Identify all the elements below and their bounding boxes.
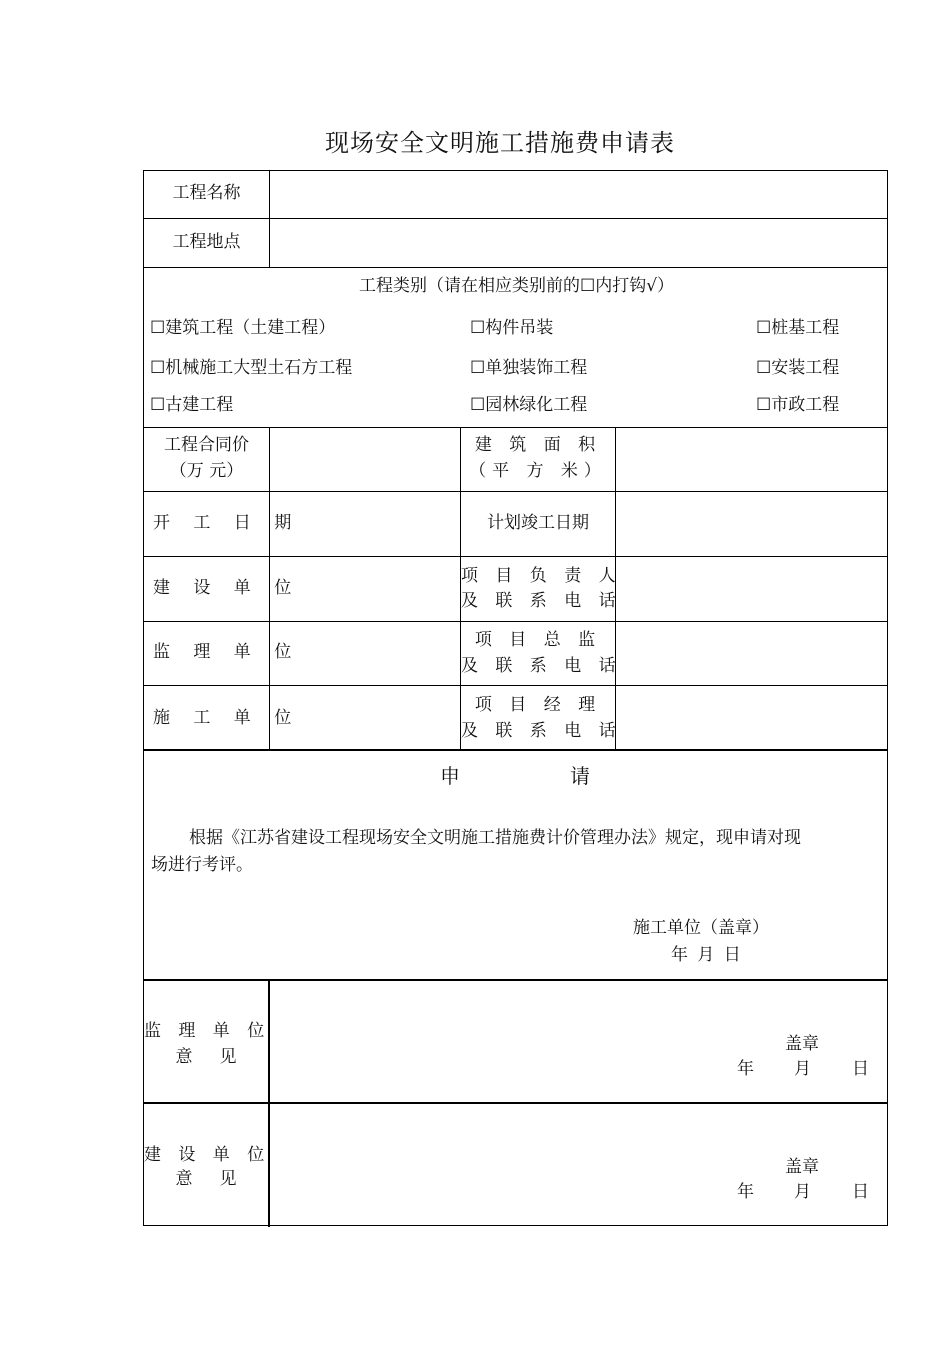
- application-signer: 施工单位（盖章）: [633, 918, 769, 938]
- row-divider: [144, 979, 887, 981]
- category-header: 工程类别（请在相应类别前的☐内打钩√）: [358, 276, 675, 296]
- row-divider: [144, 218, 887, 219]
- supervision-opinion-label: 监 理 单 位: [144, 1021, 271, 1041]
- col-divider: [615, 427, 616, 749]
- chief-supervisor-label: 项 目 总 监: [474, 630, 602, 650]
- application-form-table: [143, 170, 888, 1226]
- application-body-line2: 场进行考评。: [151, 855, 253, 875]
- category-option[interactable]: ☐机械施工大型土石方工程: [150, 358, 353, 378]
- category-option[interactable]: ☐建筑工程（土建工程）: [150, 318, 336, 338]
- construction-unit-label: 施 工 单 位: [153, 708, 301, 728]
- application-heading-right: 请: [570, 764, 590, 788]
- row-divider: [144, 427, 887, 428]
- page-title: 现场安全文明施工措施费申请表: [325, 129, 675, 157]
- project-manager-label: 项 目 经 理: [474, 695, 602, 715]
- project-leader-contact-label: 及 联 系 电 话: [461, 591, 622, 611]
- application-date: 年 月 日: [671, 945, 741, 965]
- owner-unit-label: 建 设 单 位: [153, 578, 301, 598]
- building-area-label: 建 筑 面 积: [474, 435, 602, 455]
- supervision-day: 日: [852, 1059, 869, 1079]
- category-option[interactable]: ☐单独装饰工程: [470, 358, 588, 378]
- category-option[interactable]: ☐古建工程: [150, 395, 234, 415]
- owner-month: 月: [794, 1182, 811, 1202]
- category-option[interactable]: ☐安装工程: [756, 358, 840, 378]
- row-divider: [144, 267, 887, 268]
- owner-opinion-label: 意 见: [175, 1169, 237, 1189]
- application-heading-left: 申: [440, 764, 460, 788]
- row-divider: [144, 749, 887, 751]
- owner-year: 年: [737, 1182, 754, 1202]
- col-divider: [268, 979, 270, 1227]
- row-divider: [144, 621, 887, 622]
- row-divider: [144, 556, 887, 557]
- category-option[interactable]: ☐市政工程: [756, 395, 840, 415]
- contract-price-label: 工程合同价: [164, 435, 249, 455]
- supervision-month: 月: [794, 1059, 811, 1079]
- application-body-line1: 根据《江苏省建设工程现场安全文明施工措施费计价管理办法》规定，现申请对现: [189, 828, 801, 848]
- contract-unit-label: （万 元）: [169, 461, 244, 481]
- supervision-year: 年: [737, 1059, 754, 1079]
- supervision-stamp: 盖章: [785, 1034, 819, 1054]
- row-divider: [144, 1102, 887, 1104]
- project-leader-label: 项 目 负 责 人: [461, 566, 622, 586]
- owner-day: 日: [852, 1182, 869, 1202]
- row-divider: [144, 685, 887, 686]
- supervision-unit-label: 监 理 单 位: [153, 642, 301, 662]
- area-unit-label: （平 方 米）: [469, 461, 607, 481]
- project-name-label: 工程名称: [172, 183, 241, 203]
- col-divider: [269, 171, 270, 267]
- planned-completion-label: 计划竣工日期: [487, 513, 589, 533]
- start-date-label: 开 工 日 期: [153, 513, 301, 533]
- category-option[interactable]: ☐构件吊装: [470, 318, 554, 338]
- row-divider: [144, 491, 887, 492]
- category-option[interactable]: ☐桩基工程: [756, 318, 840, 338]
- project-manager-contact-label: 及 联 系 电 话: [461, 721, 622, 741]
- category-option[interactable]: ☐园林绿化工程: [470, 395, 588, 415]
- chief-supervisor-contact-label: 及 联 系 电 话: [461, 656, 622, 676]
- supervision-opinion-label: 意 见: [175, 1047, 237, 1067]
- project-location-label: 工程地点: [172, 232, 241, 252]
- owner-opinion-label: 建 设 单 位: [144, 1145, 271, 1165]
- owner-stamp: 盖章: [785, 1157, 819, 1177]
